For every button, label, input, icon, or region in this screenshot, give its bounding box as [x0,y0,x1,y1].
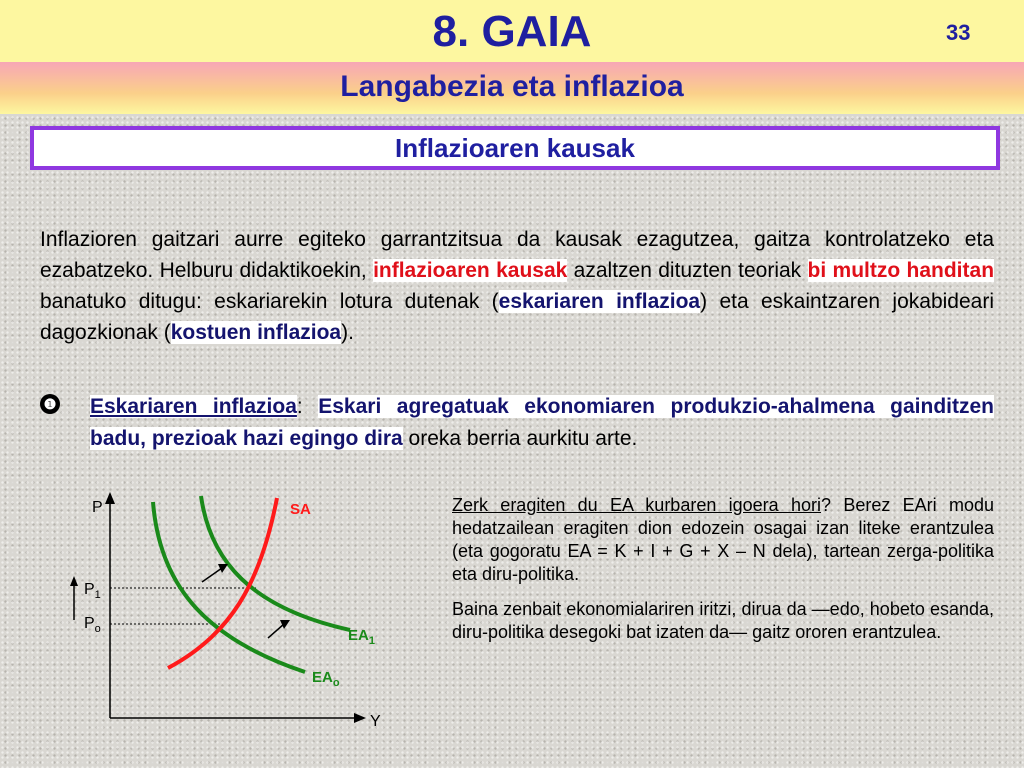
intro-text-2: azaltzen dituzten teoriak [567,259,808,282]
sa-curve [168,498,277,668]
intro-text-3: banatuko ditugu: eskariarekin lotura dutenak ( [40,290,499,313]
page-title: 8. GAIA [432,7,592,56]
page-subtitle: Langabezia eta inflazioa [340,70,684,103]
bullet-colon: : [296,395,319,418]
sa-label: SA [290,501,311,518]
intro-highlight-1: inflazioaren kausak [373,259,568,282]
shift-arrow-lower [268,624,284,638]
y-axis-label: P [92,499,103,516]
intro-paragraph [40,224,994,348]
intro-text-1: Inflazioren gaitzari aurre egiteko garrantzitsua da kausak ezagutzea, gaitza kontrolatzeko eta ezabatzeko. Helburu didaktikoekin, [40,228,994,282]
bullet-number-icon: ❶ [40,394,60,414]
price-rise-arrow-icon [70,576,78,586]
ea1-label: $EA_1$ [348,627,375,647]
ea0-label: $EA_o$ [312,669,340,689]
p0-label: $P_o$ [84,615,101,635]
side-paragraph-1-rest: ? Berez EAri modu hedatzailean eragiten dion edozein osagai izan liteke erantzulea (eta gogoratu EA = K + I + G + X – N dela), tartean zerga-politika eta diru-politika. [452,495,994,584]
intro-text-5: ). [341,321,354,344]
intro-highlight-2: bi multzo handitan [807,259,995,282]
side-paragraph-1 [452,494,994,586]
section-title: Inflazioaren kausak [395,133,635,163]
x-axis-label: Y [370,713,381,730]
ea1-curve [201,496,350,630]
demand-inflation-graph [60,490,420,735]
p1-label: $P_1$ [84,581,101,601]
side-explanation [452,494,994,656]
bullet-paragraph [90,391,994,455]
ea0-curve [153,502,305,672]
section-title-box [30,126,1000,170]
side-paragraph-2: Baina zenbait ekonomialariren iritzi, dirua da —edo, hobeto esanda, diru-politika desegoki bat izaten da— gaitz ororen erantzulea. [452,599,994,642]
shift-arrow-upper [202,568,222,582]
intro-text-4: ) eta eskaintzaren jokabideari dagozkionak ( [40,290,994,344]
side-question: Zerk eragiten du EA kurbaren igoera hori [452,495,822,515]
slide-number: 33 [946,20,971,45]
shift-arrow-lower-icon [280,620,290,629]
bullet-title: Eskariaren inflazioa [90,395,297,418]
bullet-strong-text: Eskari agregatuak ekonomiaren produkzio-ahalmena gainditzen badu, prezioak hazi egingo dira [90,395,994,450]
intro-highlight-3: eskariaren inflazioa [498,290,701,313]
bullet-rest-text: oreka berria aurkitu arte. [402,427,638,450]
shift-arrow-upper-icon [218,564,228,573]
intro-highlight-4: kostuen inflazioa [170,321,342,344]
y-axis-arrow-icon [105,492,115,504]
x-axis-arrow-icon [354,713,366,723]
